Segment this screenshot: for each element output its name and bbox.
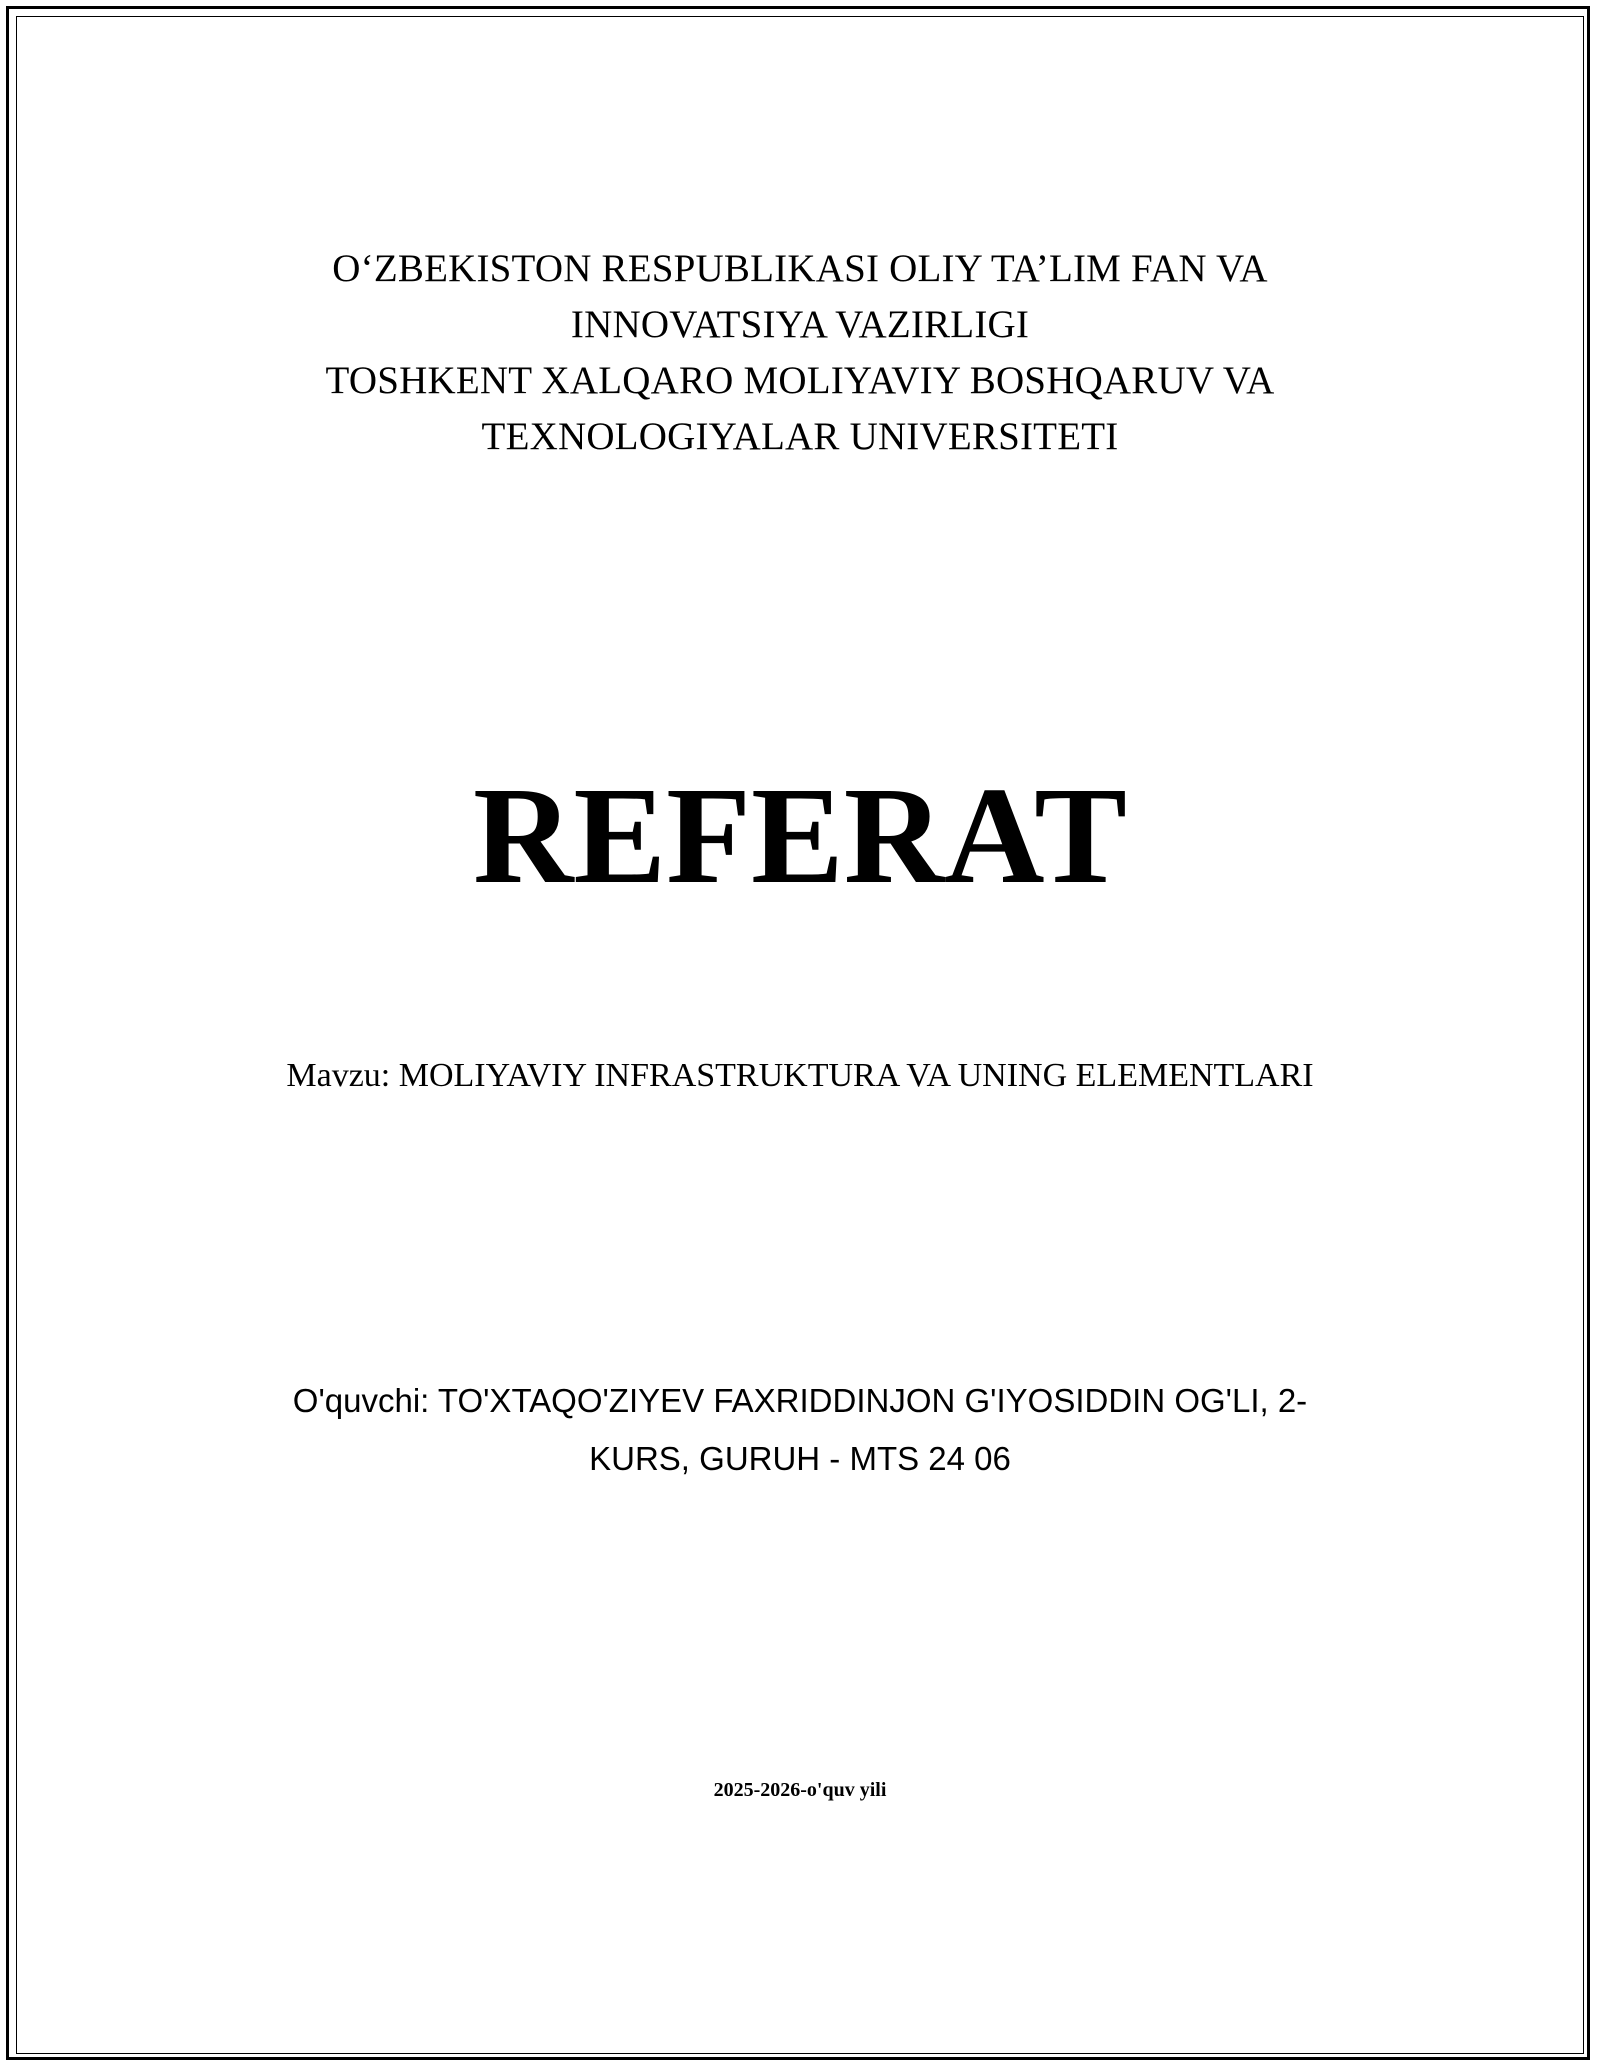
university-line: TEXNOLOGIYALAR UNIVERSITETI <box>481 415 1119 458</box>
university-line: TOSHKENT XALQARO MOLIYAVIY BOSHQARUV VA <box>325 359 1275 402</box>
document-title: REFERAT <box>473 759 1127 913</box>
ministry-line: INNOVATSIYA VAZIRLIGI <box>570 303 1030 346</box>
student-line: KURS, GURUH - MTS 24 06 <box>589 1440 1011 1477</box>
ministry-line: O‘ZBEKISTON RESPUBLIKASI OLIY TA’LIM FAN VA <box>332 247 1268 290</box>
ministry-heading <box>0 241 1600 465</box>
academic-year: 2025-2026-o'quv yili <box>713 1779 887 1801</box>
student-line: O'quvchi: TO'XTAQO'ZIYEV FAXRIDDINJON G'IYOSIDDIN OG'LI, 2- <box>292 1382 1308 1419</box>
student-info <box>0 1372 1600 1488</box>
subject-line: Mavzu: MOLIYAVIY INFRASTRUKTURA VA UNING ELEMENTLARI <box>286 1057 1314 1094</box>
